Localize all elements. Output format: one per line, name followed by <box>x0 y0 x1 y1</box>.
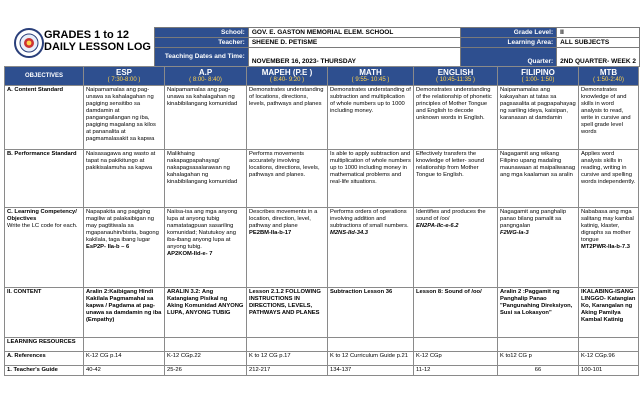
cell <box>498 208 579 288</box>
dates-value: NOVEMBER 16, 2023- THURSDAY <box>248 48 460 67</box>
title-line-2: DAILY LESSON LOG <box>44 41 151 53</box>
lc-code: M2NS-IId-34.3 <box>330 230 369 236</box>
lc-code: PE2BM-IIa-b-17 <box>249 230 292 236</box>
cell: 100-101 <box>579 366 639 376</box>
school-value: GOV. E. GASTON MEMORIAL ELEM. SCHOOL <box>248 28 460 38</box>
cell: Demonstrates understanding of subtraction and multiplication of whole numbers up to 1000 including money. <box>328 86 414 150</box>
cell: IKALABING-ISANG LINGGO- Katangian Ko, Karangalan ng Aking Pamilya Kambal Katinig <box>579 288 639 338</box>
cell: Demonstrates knowledge of and skills in word analysis to read, write in cursive and spell grade level words <box>579 86 639 150</box>
column-header-row <box>5 67 639 86</box>
cell: ARALIN 3.2: Ang Katangiang Pisikal ng Aking Komunidad ANYONG LUPA, ANYONG TUBIG <box>165 288 247 338</box>
resources-row <box>5 338 639 352</box>
row-label: A. References <box>5 352 84 366</box>
teacher-label: Teacher: <box>155 38 249 48</box>
lc-code: EN2PA-IIc-e-6.2 <box>416 223 459 229</box>
row-label: II. CONTENT <box>5 288 84 338</box>
area-label: Learning Area: <box>460 38 556 48</box>
cell <box>328 208 414 288</box>
cell <box>165 208 247 288</box>
cell: Performs movements accurately involving locations, directions, levels, pathways and planes. <box>247 150 328 208</box>
cell: Is able to apply subtraction and multiplication of whole numbers up to 1000 including money in mathematical problems and real-life situations. <box>328 150 414 208</box>
cell: Aralin 2 :Paggamit ng Panghalip Panao "Pangunahing Direksiyon, Susi sa Lokasyon" <box>498 288 579 338</box>
cell-text: Performs orders of operations involving addition and subtractions of small numbers. <box>330 209 409 229</box>
cell: 66 <box>498 366 579 376</box>
competency-note: Write the LC code for each. <box>7 223 78 229</box>
area-value: ALL SUBJECTS <box>557 38 640 48</box>
cell-text: Nagagamit ang panghalip panao bilang pamalit sa pangngalan <box>500 209 567 229</box>
cell: K-12 CGp.96 <box>579 352 639 366</box>
cell: Naipamamalas ang pag-unawa sa kahalagahan ng kinabibilangang komunidad <box>165 86 247 150</box>
cell: Effectively transfers the knowledge of letter- sound relationship from Mother Tongue to English. <box>414 150 498 208</box>
row-label: A. Content Standard <box>5 86 84 150</box>
cell <box>84 208 165 288</box>
row-label <box>5 208 84 288</box>
row-label: B. Performance Standard <box>5 150 84 208</box>
col-esp: ESP ( 7:30-8:00 ) <box>84 67 165 86</box>
deped-seal-logo <box>14 28 44 58</box>
lc-code: EsP2P- IIa-b – 6 <box>86 244 130 250</box>
header-info-table <box>154 27 640 67</box>
title-block <box>44 29 151 53</box>
cell: 40-42 <box>84 366 165 376</box>
title-line-1: GRADES 1 to 12 <box>44 29 129 41</box>
cell <box>247 208 328 288</box>
performance-standard-row <box>5 150 639 208</box>
cell: Applies word analysis skills in reading, writing in cursive and spelling words independently. <box>579 150 639 208</box>
cell: K-12 CGp <box>414 352 498 366</box>
cell <box>579 208 639 288</box>
cell-text: Nababasa ang mga salitang may kambal katinig, klaster, digraphs sa mother tongue <box>581 209 634 243</box>
lc-code: F2WG-Ia-3 <box>500 230 529 236</box>
col-math: MATH ( 9:55- 10:45 ) <box>328 67 414 86</box>
document-header <box>0 0 640 66</box>
cell: Demonstrates understanding of locations, directions, levels, pathways and planes <box>247 86 328 150</box>
cell: K-12 CGp.22 <box>165 352 247 366</box>
cell: Aralin 2:Kaibigang Hindi Kakilala Pagmamahal sa kapwa / Pagdama at pag-unawa sa damdamin ng iba (Empathy) <box>84 288 165 338</box>
lesson-log-table <box>4 66 639 376</box>
cell: 25-26 <box>165 366 247 376</box>
quarter-label: Quarter: <box>460 48 556 67</box>
cell <box>414 208 498 288</box>
teacher-value: SHEENE D. PETISME <box>248 38 460 48</box>
cell: Naipamamalas ang pag-unawa sa kahalagahan ng pagiging sensitibo sa damdamin at pangangailangan ng iba, pagiging magalang sa kilos at pananalita at pagmamalasakit sa kapwa <box>84 86 165 150</box>
cell: K to12 CG p <box>498 352 579 366</box>
dates-label: Teaching Dates and Time: <box>155 48 249 67</box>
cell: 212-217 <box>247 366 328 376</box>
cell: K to 12 Curriculum Guide p.21 <box>328 352 414 366</box>
cell: 11-12 <box>414 366 498 376</box>
references-row <box>5 352 639 366</box>
col-mtb: MTB ( 1:50-2:40) <box>579 67 639 86</box>
cell-text: Naiisa-isa ang mga anyong lupa at anyong tubig namatatagpuan sasariling komunidad; Natutukoy ang iba-ibang anyong lupa at anyong tubig. <box>167 209 238 250</box>
cell: Lesson 2.1.2 FOLLOWING INSTRUCTIONS IN DIRECTIONS, LEVELS, PATHWAYS AND PLANES <box>247 288 328 338</box>
cell: Nagagamit ang wikang Filipino upang madaling maunawaan at maipaliwanag ang mga kaalaman sa aralin <box>498 150 579 208</box>
content-row <box>5 288 639 338</box>
quarter-value: 2ND QUARTER- WEEK 2 <box>557 48 640 67</box>
lc-code: MT2PWR-IIa-b-7.3 <box>581 244 630 250</box>
grade-value: II <box>557 28 640 38</box>
cell: 134-137 <box>328 366 414 376</box>
col-english: ENGLISH ( 10:45-11:35 ) <box>414 67 498 86</box>
content-standard-row <box>5 86 639 150</box>
cell: Naipamamalas ang kakayahan at tatas sa pagsasalita at pagpapahayag ng sariling ideya, kaisipan, karanasan at damdamin <box>498 86 579 150</box>
teachers-guide-row <box>5 366 639 376</box>
cell-text: Napapakita ang pagiging magiliw at palakaibigan ng may pagtitiwala sa mgapanauhin/bisita, bagong kakilala, taga ibang lugar <box>86 209 159 243</box>
cell-text: Identifies and produces the sound of /oo/ <box>416 209 486 222</box>
school-label: School: <box>155 28 249 38</box>
objectives-header: OBJECTIVES <box>5 67 84 86</box>
cell: Naisasagawa ang wasto at tapat na pakikitungo at pakikisalamuha sa kapwa <box>84 150 165 208</box>
cell: Malikhaing nakapagpapahayag/ nakapagsasalarawan ng kahalagahan ng kinabibilangang komunidad <box>165 150 247 208</box>
competency-label: C. Learning Competency/ Objectives <box>7 209 77 222</box>
cell: Subtraction Lesson 36 <box>328 288 414 338</box>
col-ap: A.P ( 8:00- 8:40) <box>165 67 247 86</box>
cell: K-12 CG p.14 <box>84 352 165 366</box>
competency-row <box>5 208 639 288</box>
row-label: 1. Teacher's Guide <box>5 366 84 376</box>
cell: Demonstrates understanding of the relationship of phonetic principles of Mother Tongue and English to decode unknown words in English. <box>414 86 498 150</box>
cell-text: Describes movements in a location, direction, level, pathway and plane <box>249 209 318 229</box>
col-mapeh: MAPEH (P.E ) ( 8:40- 9:20 ) <box>247 67 328 86</box>
grade-label: Grade Level: <box>460 28 556 38</box>
col-filipino: FILIPINO ( 1:00- 1:50) <box>498 67 579 86</box>
row-label: LEARNING RESOURCES <box>5 338 84 352</box>
cell: Lesson 8: Sound of /oo/ <box>414 288 498 338</box>
cell: K to 12 CG p.17 <box>247 352 328 366</box>
lc-code: AP2KOM-IId-e- 7 <box>167 251 213 257</box>
